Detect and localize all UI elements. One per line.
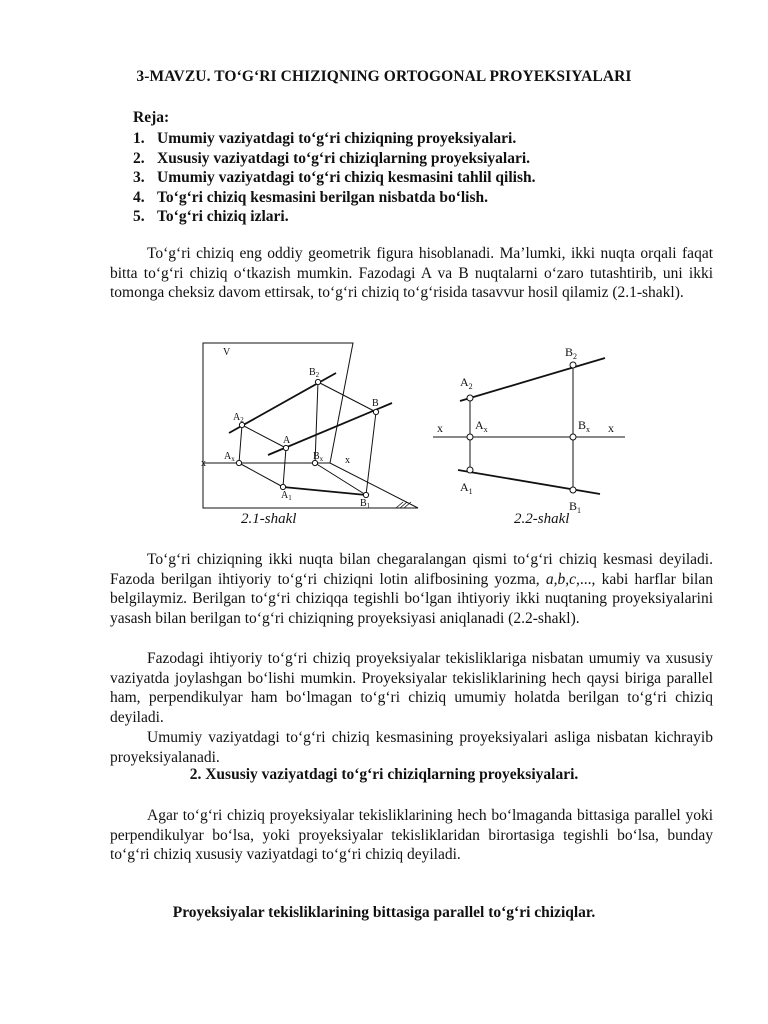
- plan-item-number: 4.: [133, 188, 145, 206]
- point-a1: [467, 467, 473, 473]
- plan-item-text: To‘g‘ri chiziq kesmasini berilgan nisbatda bo‘lish.: [157, 188, 489, 206]
- frontal-plane-v: [203, 343, 353, 463]
- point-b1: [363, 492, 368, 497]
- plan-item-text: To‘g‘ri chiziq izlari.: [157, 208, 289, 225]
- label-b1: $B_1$: [569, 499, 582, 515]
- label-b2: $B_2$: [565, 345, 578, 361]
- plan-item-text: Umumiy vaziyatdagi to‘g‘ri chiziqning proyeksiyalari.: [157, 130, 517, 147]
- plan-item-number: 1.: [133, 130, 145, 147]
- label-b1: $B_1$: [360, 498, 371, 510]
- projection-a2b2: [460, 358, 605, 401]
- plan-item-number: 3.: [133, 169, 145, 186]
- paragraph-general-position: Fazodagi ihtiyoriy to‘g‘ri chiziq proyeksiyalar tekisliklariga nisbatan umumiy va xususiy vaziyatda joylashgan bo‘lishi mumkin. Proyeksiyalar tekisliklarining hech qaysi biriga parallel ham, perpendikulyar ham bo‘lmagan to‘g‘ri chiziq umumiy holatda berilgan to‘g‘ri chiziq deyiladi.: [110, 650, 713, 727]
- label-a2: $A_2$: [460, 375, 473, 391]
- figure-2-1-labels: [201, 347, 379, 510]
- label-x-right: x: [345, 455, 350, 466]
- label-ax: $A_x$: [224, 451, 235, 463]
- label-x-right: x: [608, 421, 614, 435]
- point-ax: [467, 434, 473, 440]
- intro-paragraph: To‘g‘ri chiziq eng oddiy geometrik figura hisoblanadi. Ma’lumki, ikki nuqta orqali faqat bitta to‘g‘ri chiziq o‘tkazish mumkin. Fazodagi A va B nuqtalarni o‘zaro tutashtirib, uni ikki tomonga cheksiz davom ettirsak, to‘g‘ri chiziq to‘g‘risida tasavvur hosil qilamiz (2.1-shakl).: [110, 245, 713, 302]
- label-bx: $B_x$: [313, 451, 324, 463]
- point-a2: [467, 395, 473, 401]
- figure-caption-2-2: 2.2-shakl: [514, 511, 570, 527]
- point-ax: [236, 460, 241, 465]
- label-a: A: [283, 435, 291, 446]
- projection-a1b1: [283, 487, 366, 495]
- horizontal-plane-h: [203, 463, 418, 508]
- label-x-left: x: [201, 458, 206, 469]
- projection-line: [242, 425, 286, 448]
- projection-line: [366, 412, 376, 495]
- section-2-heading: 2. Xususiy vaziyatdagi to‘g‘ri chiziqlarning proyeksiyalari.: [189, 766, 579, 783]
- plan-item-number: 5.: [133, 208, 145, 225]
- paragraph-text: To‘g‘ri chiziqning ikki nuqta bilan chegaralangan qismi to‘g‘ri chiziq kesmasi deyiladi. Fazoda berilgan ihtiyoriy to‘g‘ri chiziqni lotin alifbosining yozma,: [110, 551, 713, 588]
- paragraph-text: ,..., kabi harflar bilan belgilaymiz. Berilgan to‘g‘ri chiziqqa tegishli bo‘lgan ihtiyoriy ikki nuqtaning proyeksiyalarini yasash bilan berilgan to‘g‘ri chiziqning proyeksiyasi aniqlanadi (2.2-shakl).: [110, 570, 713, 628]
- point-b2: [315, 379, 320, 384]
- projection-line: [283, 448, 286, 487]
- plan-item-text: Umumiy vaziyatdagi to‘g‘ri chiziq kesmasini tahlil qilish.: [157, 169, 536, 186]
- projection-a1b1: [458, 470, 600, 494]
- label-v: V: [223, 347, 231, 358]
- italic-variables: a,b,c: [545, 570, 576, 588]
- point-a: [283, 445, 288, 450]
- hatch-mark: [396, 502, 403, 508]
- plan-item-text: Xususiy vaziyatdagi to‘g‘ri chiziqlarning proyeksiyalari.: [157, 149, 531, 167]
- label-bx: $B_x$: [578, 418, 591, 434]
- label-ax: $A_x$: [475, 418, 488, 434]
- point-b: [373, 409, 378, 414]
- projection-line: [318, 382, 376, 412]
- label-b: B: [372, 398, 379, 409]
- point-b1: [570, 487, 576, 493]
- label-a1: $A_1$: [460, 480, 473, 496]
- paragraph-projection-shrink: Umumiy vaziyatdagi to‘g‘ri chiziq kesmasining proyeksiyalari asliga nisbatan kichrayib proyeksiyalanadi.: [110, 729, 713, 766]
- label-a1: $A_1$: [281, 490, 292, 502]
- hatch-mark: [400, 502, 407, 508]
- point-a1: [280, 484, 285, 489]
- plan-item-number: 2.: [133, 149, 145, 167]
- plan-heading: Reja:: [133, 109, 170, 126]
- point-bx: [570, 434, 576, 440]
- label-x-left: x: [437, 421, 443, 435]
- point-b2: [570, 362, 576, 368]
- figure-caption-2-1: 2.1-shakl: [241, 511, 297, 527]
- label-b2: $B_2$: [309, 367, 320, 379]
- page-title: 3-MAVZU. TO‘G‘RI CHIZIQNING ORTOGONAL PROYEKSIYALARI: [136, 68, 632, 85]
- projection-line: [239, 463, 283, 487]
- paragraph-special-position: Agar to‘g‘ri chiziq proyeksiyalar tekisliklarining hech bo‘lmaganda bittasiga parallel yoki perpendikulyar bo‘lsa, yoki proyeksiyalar tekisliklaridan birortasiga tegishli bo‘lsa, bunday to‘g‘ri chiziq xususiy vaziyatdagi to‘g‘ri chiziq deyiladi.: [110, 807, 713, 864]
- projection-line: [239, 425, 242, 463]
- label-a2: $A_2$: [233, 412, 244, 424]
- figure-2-2-labels: [437, 345, 614, 515]
- paragraph-segment-definition: [110, 550, 713, 629]
- subheading-parallel-lines: Proyeksiyalar tekisliklarining bittasiga parallel to‘g‘ri chiziqlar.: [172, 904, 596, 921]
